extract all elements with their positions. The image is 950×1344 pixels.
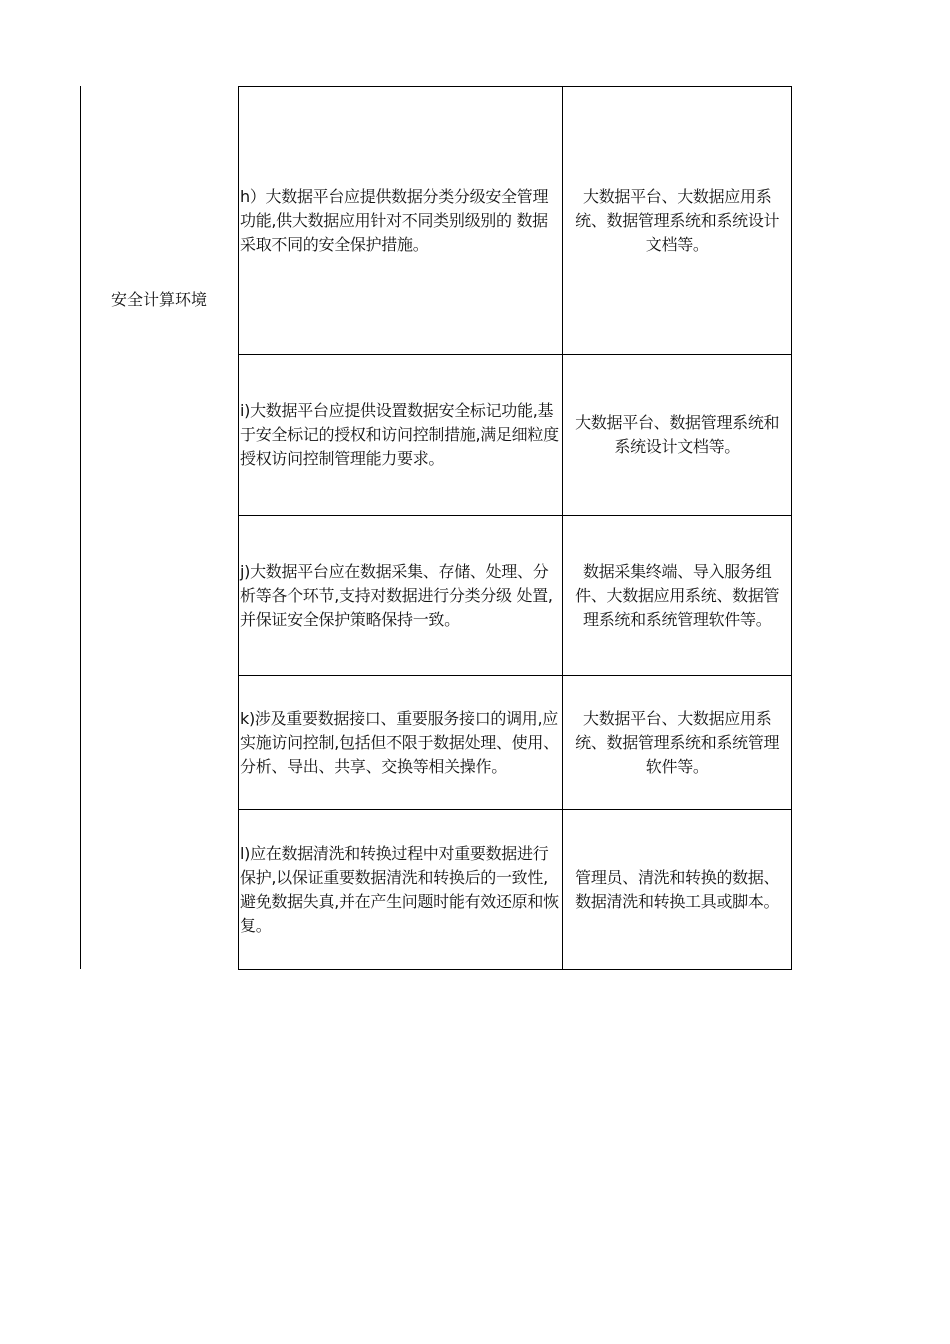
object-text: 大数据平台、大数据应用系统、数据管理系统和系统设计文档等。 xyxy=(575,186,780,254)
requirement-cell xyxy=(239,516,563,675)
object-cell xyxy=(563,355,792,515)
object-text: 大数据平台、数据管理系统和系统设计文档等。 xyxy=(575,413,780,456)
table-row xyxy=(239,355,792,516)
requirement-text: j)大数据平台应在数据采集、存储、处理、分析等各个环节,支持对数据进行分类分级 处置,并保证安全保护策略保持一致。 xyxy=(240,561,553,629)
requirement-text: l)应在数据清洗和转换过程中对重要数据进行保护,以保证重要数据清洗和转换后的一致性,避免数据失真,并在产生问题时能有效还原和恢复。 xyxy=(240,843,559,935)
object-cell xyxy=(563,516,792,675)
object-text: 大数据平台、大数据应用系统、数据管理系统和系统管理软件等。 xyxy=(575,708,780,776)
requirement-cell xyxy=(239,810,563,969)
object-cell xyxy=(563,87,792,354)
requirement-text: k)涉及重要数据接口、重要服务接口的调用,应实施访问控制,包括但不限于数据处理、使用、分析、导出、共享、交换等相关操作。 xyxy=(240,708,559,776)
left-border-line xyxy=(80,86,81,969)
object-text: 数据采集终端、导入服务组件、大数据应用系统、数据管理系统和系统管理软件等。 xyxy=(575,561,780,629)
table-row xyxy=(239,676,792,810)
requirement-cell xyxy=(239,355,563,515)
requirement-cell xyxy=(239,87,563,354)
object-cell xyxy=(563,676,792,809)
object-cell xyxy=(563,810,792,969)
table-row xyxy=(239,516,792,676)
requirements-table xyxy=(238,86,792,970)
requirement-text: h）大数据平台应提供数据分类分级安全管理功能,供大数据应用针对不同类别级别的 数据采取不同的安全保护措施。 xyxy=(240,186,549,254)
table-row xyxy=(239,87,792,355)
requirement-text: i)大数据平台应提供设置数据安全标记功能,基于安全标记的授权和访问控制措施,满足细粒度授权访问控制管理能力要求。 xyxy=(240,401,559,468)
requirement-cell xyxy=(239,676,563,809)
category-label: 安全计算环境 xyxy=(110,290,207,309)
object-text: 管理员、清洗和转换的数据、数据清洗和转换工具或脚本。 xyxy=(575,867,780,911)
table-row xyxy=(239,810,792,970)
